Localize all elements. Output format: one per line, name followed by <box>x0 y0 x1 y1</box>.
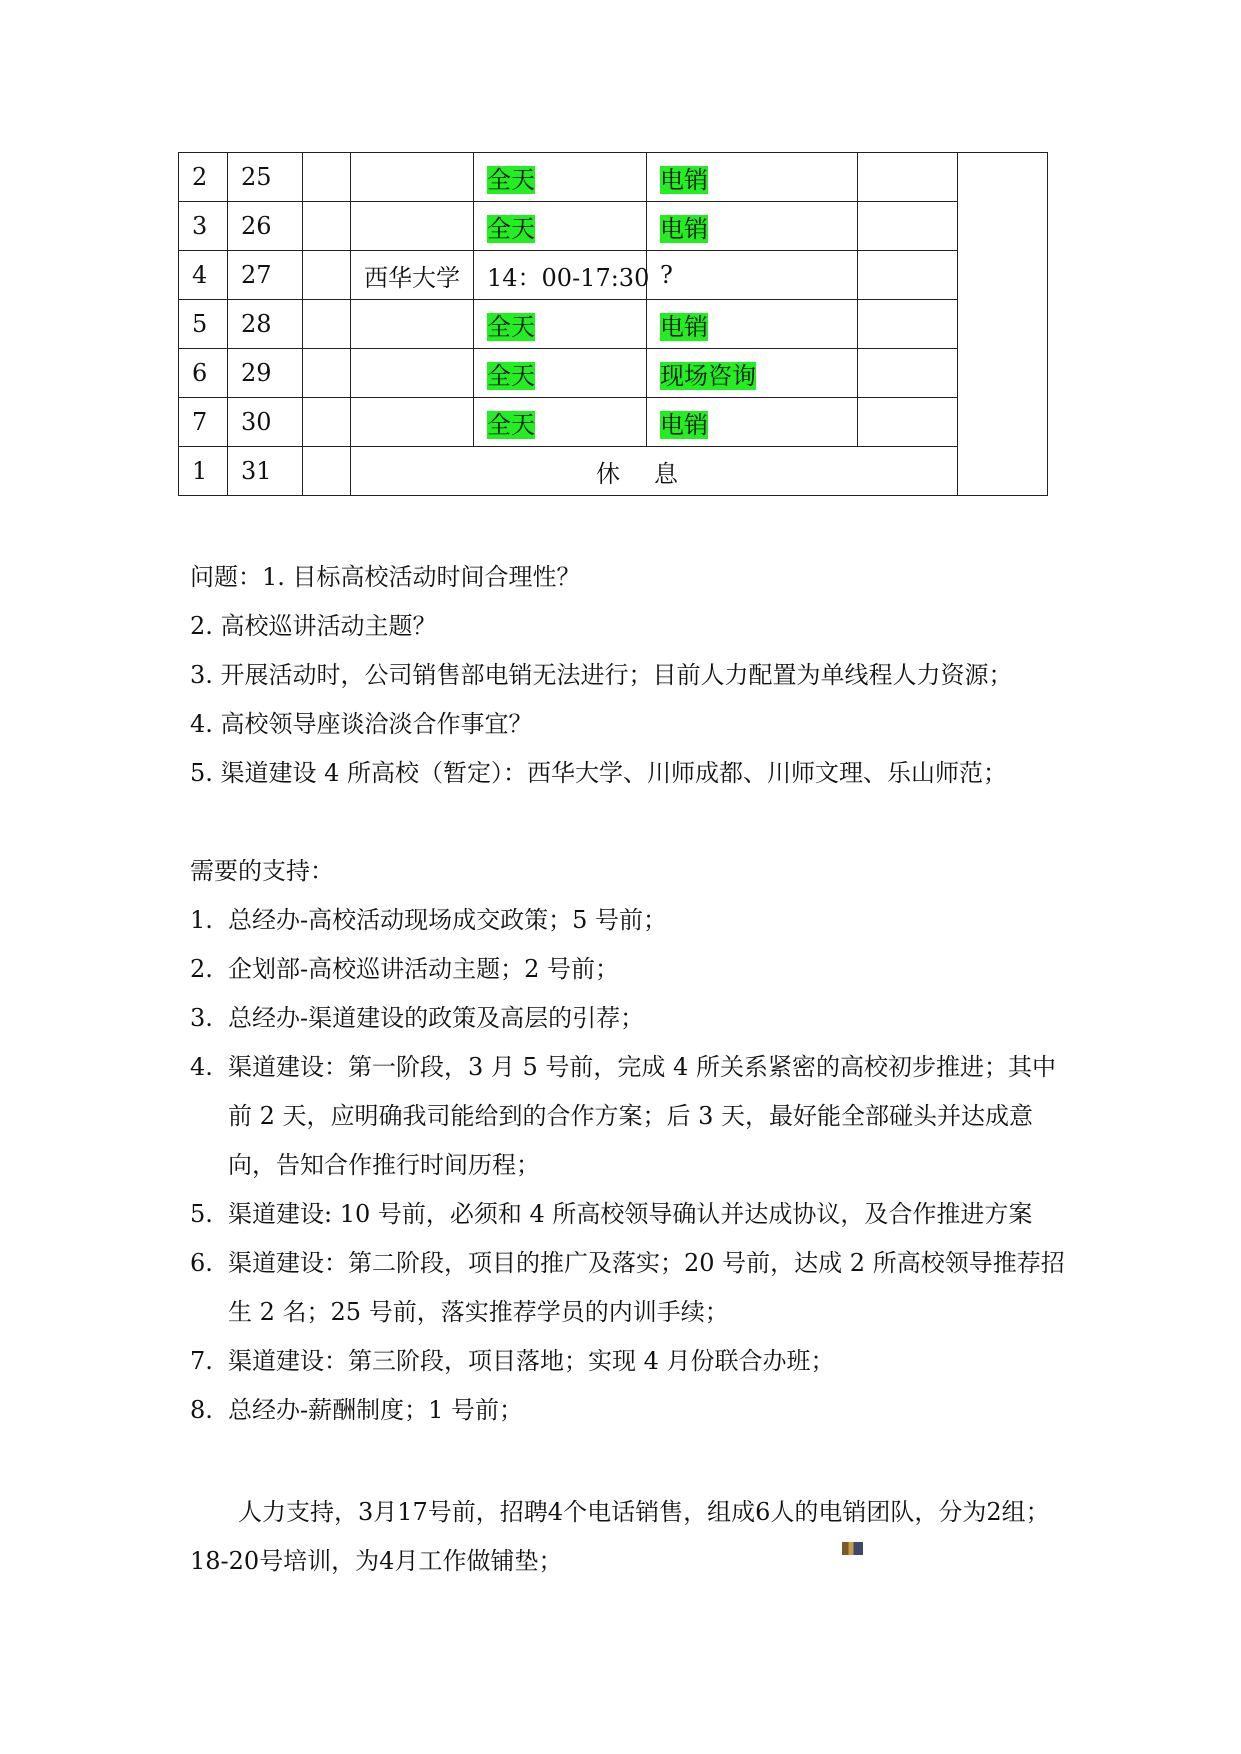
questions-heading: 问题： <box>190 563 262 591</box>
table-cell-c6: 电销 <box>647 300 858 349</box>
support-item-number: 3. <box>190 1004 213 1032</box>
support-item-text: 渠道建设：第二阶段，项目的推广及落实；20 号前，达成 2 所高校领导推荐招生 2 名；25 号前，落实推荐学员的内训手续； <box>228 1249 1065 1326</box>
table-cell-c7 <box>858 349 958 398</box>
table-row <box>179 202 1048 251</box>
table-cell-c1: 5 <box>179 300 228 349</box>
table-cell-c4: 西华大学 <box>351 251 474 300</box>
table-cell-c2: 31 <box>228 447 303 496</box>
support-list <box>190 896 1070 1435</box>
table-cell-c7 <box>858 153 958 202</box>
support-item-text: 总经办-渠道建设的政策及高层的引荐； <box>228 1004 645 1032</box>
support-section <box>190 847 1070 1435</box>
table-cell-c5: 14：00-17:30 <box>474 251 647 300</box>
table-cell-c3 <box>303 349 351 398</box>
small-inline-image <box>842 1542 863 1555</box>
schedule-table-body <box>179 153 1048 496</box>
support-item-text: 总经办-高校活动现场成交政策；5 号前； <box>228 906 668 934</box>
support-item-text: 渠道建设：第三阶段，项目落地；实现 4 月份联合办班； <box>228 1347 835 1375</box>
question-3: 3. 开展活动时，公司销售部电销无法进行；目前人力配置为单线程人力资源； <box>190 661 1013 689</box>
table-cell-c5: 全天 <box>474 153 647 202</box>
table-row <box>179 447 1048 496</box>
table-cell-c3 <box>303 447 351 496</box>
schedule-table <box>178 152 1048 496</box>
table-cell-c4 <box>351 398 474 447</box>
table-cell-c3 <box>303 202 351 251</box>
table-cell-c2: 28 <box>228 300 303 349</box>
table-cell-c5: 全天 <box>474 349 647 398</box>
support-item <box>190 945 1070 994</box>
support-item <box>190 1239 1070 1337</box>
support-item-text: 总经办-薪酬制度；1 号前； <box>228 1396 524 1424</box>
table-row <box>179 153 1048 202</box>
question-5: 5. 渠道建设 4 所高校（暂定）：西华大学、川师成都、川师文理、乐山师范； <box>190 759 1008 787</box>
table-cell-c2: 27 <box>228 251 303 300</box>
support-item <box>190 896 1070 945</box>
support-item <box>190 1386 1070 1435</box>
table-cell-c3 <box>303 153 351 202</box>
table-cell-c7 <box>858 300 958 349</box>
table-row <box>179 398 1048 447</box>
table-cell-merged-right <box>958 153 1048 496</box>
table-cell-c2: 30 <box>228 398 303 447</box>
questions-section <box>190 553 1070 798</box>
table-cell-c6: 电销 <box>647 398 858 447</box>
table-cell-c3 <box>303 398 351 447</box>
table-cell-c2: 29 <box>228 349 303 398</box>
table-cell-c6: 电销 <box>647 153 858 202</box>
support-item-number: 4. <box>190 1053 213 1081</box>
table-cell-c2: 25 <box>228 153 303 202</box>
table-cell-c6: 现场咨询 <box>647 349 858 398</box>
support-item <box>190 1190 1070 1239</box>
question-2: 2. 高校巡讲活动主题？ <box>190 612 437 640</box>
table-cell-c5: 全天 <box>474 202 647 251</box>
table-cell-c7 <box>858 251 958 300</box>
hr-support-line-1: 人力支持，3月17号前，招聘4个电话销售，组成6人的电销团队，分为2组； <box>238 1498 1050 1526</box>
table-cell-c1: 2 <box>179 153 228 202</box>
support-item <box>190 1043 1070 1190</box>
table-cell-c4 <box>351 300 474 349</box>
rest-day-cell: 休息 <box>351 447 958 496</box>
table-row <box>179 349 1048 398</box>
table-cell-c7 <box>858 398 958 447</box>
table-cell-c5: 全天 <box>474 300 647 349</box>
question-1: 问题：1. 目标高校活动时间合理性？ <box>190 563 581 591</box>
support-item-text: 渠道建设: 10 号前，必须和 4 所高校领导确认并达成协议，及合作推进方案 <box>228 1200 1033 1228</box>
table-cell-c7 <box>858 202 958 251</box>
support-heading: 需要的支持： <box>190 857 334 885</box>
support-item-text: 渠道建设：第一阶段，3 月 5 号前，完成 4 所关系紧密的高校初步推进；其中前 2 天，应明确我司能给到的合作方案；后 3 天，最好能全部碰头并达成意向，告知合作推行时间历程； <box>228 1053 1056 1179</box>
support-item-number: 7. <box>190 1347 213 1375</box>
table-cell-c1: 4 <box>179 251 228 300</box>
hr-support-line-2: 18-20号培训，为4月工作做铺垫； <box>190 1547 563 1575</box>
support-item <box>190 994 1070 1043</box>
table-cell-c1: 6 <box>179 349 228 398</box>
question-4: 4. 高校领导座谈洽淡合作事宜？ <box>190 710 533 738</box>
table-row <box>179 300 1048 349</box>
support-item-number: 8. <box>190 1396 213 1424</box>
table-cell-c1: 3 <box>179 202 228 251</box>
table-cell-c6: ? <box>647 251 858 300</box>
hr-support-paragraph <box>190 1488 1070 1586</box>
support-item-number: 1. <box>190 906 213 934</box>
table-row <box>179 251 1048 300</box>
table-cell-c6: 电销 <box>647 202 858 251</box>
support-item-number: 2. <box>190 955 213 983</box>
table-cell-c3 <box>303 251 351 300</box>
table-cell-c1: 7 <box>179 398 228 447</box>
support-item-number: 5. <box>190 1200 213 1228</box>
table-cell-c4 <box>351 349 474 398</box>
support-item-number: 6. <box>190 1249 213 1277</box>
support-item-text: 企划部-高校巡讲活动主题；2 号前； <box>228 955 620 983</box>
table-cell-c4 <box>351 153 474 202</box>
table-cell-c5: 全天 <box>474 398 647 447</box>
table-cell-c3 <box>303 300 351 349</box>
table-cell-c4 <box>351 202 474 251</box>
table-cell-c2: 26 <box>228 202 303 251</box>
support-item <box>190 1337 1070 1386</box>
table-cell-c1: 1 <box>179 447 228 496</box>
